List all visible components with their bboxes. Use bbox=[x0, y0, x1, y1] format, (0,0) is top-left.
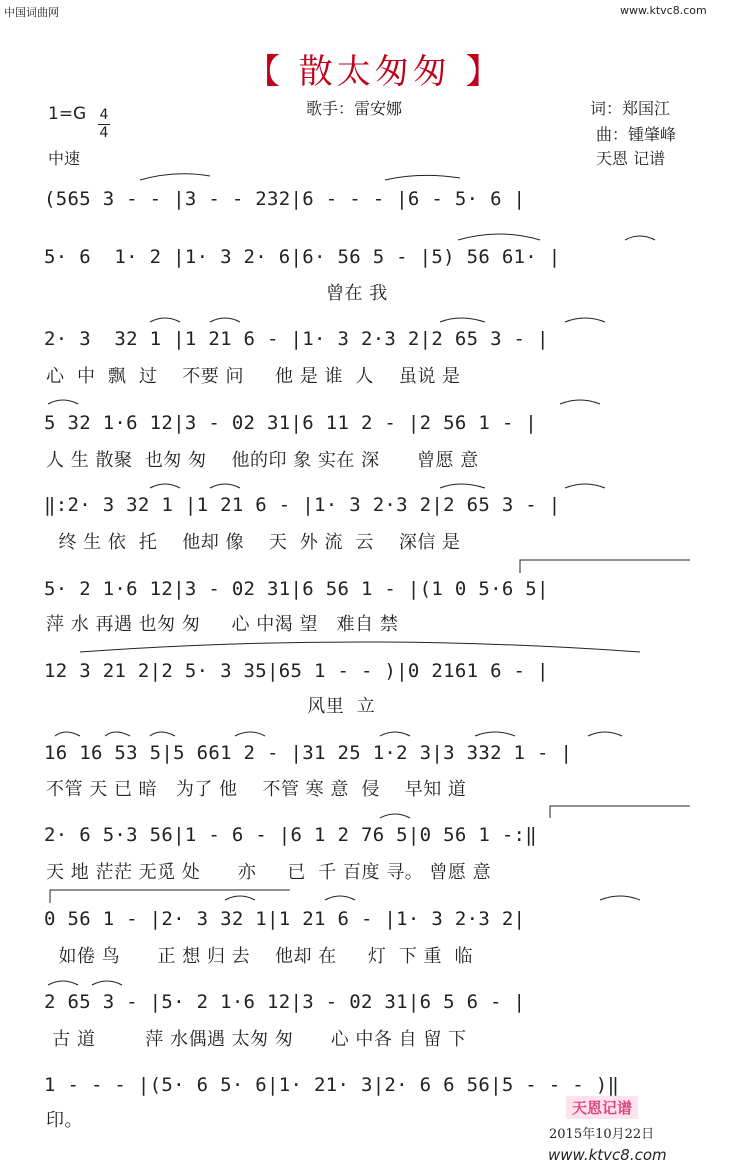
song-title: 【 散太匆匆 】 bbox=[246, 52, 504, 92]
volta-bracket bbox=[50, 890, 290, 903]
score-row-9-notes: 2· 6 5·3 56|1 - 6 - |6 1 2 76 5|0 56 1 -:‖ bbox=[44, 824, 538, 846]
score-row-7-lyrics: 风里 立 bbox=[46, 696, 376, 717]
slur bbox=[48, 981, 78, 985]
watermark-bottom: www.ktvc8.com bbox=[548, 1146, 667, 1164]
slur bbox=[440, 484, 485, 488]
composer-credit: 曲：锺肇峰 bbox=[596, 125, 677, 144]
score-row-5-lyrics: 终 生 依 托 他却 像 天 外 流 云 深信 是 bbox=[46, 532, 461, 553]
slur bbox=[92, 981, 122, 985]
transcriber-credit: 天恩 记谱 bbox=[596, 149, 666, 168]
slur bbox=[625, 236, 655, 240]
singer-credit: 歌手：雷安娜 bbox=[306, 99, 403, 118]
slur bbox=[565, 484, 605, 488]
score-row-1-notes: (565 3 - - |3 - - 232|6 - - - |6 - 5· 6 | bbox=[44, 188, 526, 210]
slur bbox=[150, 732, 175, 736]
watermark-top-left: 中国词曲网 bbox=[4, 6, 59, 19]
score-row-4-lyrics: 人 生 散聚 也匆 匆 他的印 象 实在 深 曾愿 意 bbox=[46, 450, 479, 471]
transcriber-stamp: 天恩记谱 bbox=[566, 1096, 638, 1119]
slur bbox=[458, 234, 540, 240]
slur bbox=[385, 175, 460, 180]
slur bbox=[475, 732, 515, 736]
score-row-5-notes: ‖:2· 3 32 1 |1 21 6 - |1· 3 2·3 2|2 65 3 - | bbox=[44, 494, 561, 516]
key-signature: 1=G bbox=[48, 104, 87, 124]
slur bbox=[225, 896, 255, 900]
watermark-top-right: www.ktvc8.com bbox=[620, 4, 707, 17]
score-row-7-notes: 12 3 21 2|2 5· 3 35|65 1 - - )|0 2161 6 - | bbox=[44, 660, 549, 682]
time-top: 4 bbox=[99, 107, 109, 123]
score-row-9-lyrics: 天 地 茫茫 无觅 处 亦 已 千 百度 寻。 曾愿 意 bbox=[46, 862, 492, 883]
score-row-4-notes: 5 32 1·6 12|3 - 02 31|6 11 2 - |2 56 1 - | bbox=[44, 412, 538, 434]
tempo-marking: 中速 bbox=[48, 149, 81, 168]
slur bbox=[140, 174, 210, 180]
score-row-2-lyrics: 曾在 我 bbox=[46, 283, 388, 304]
time-bottom: 4 bbox=[99, 125, 109, 141]
score-row-10-lyrics: 如倦 鸟 正 想 归 去 他却 在 灯 下 重 临 bbox=[46, 946, 473, 967]
slur bbox=[380, 814, 410, 818]
slur bbox=[55, 732, 80, 736]
slur bbox=[210, 484, 240, 488]
volta-bracket bbox=[520, 560, 690, 573]
slur bbox=[210, 318, 240, 322]
slur bbox=[150, 484, 180, 488]
slur bbox=[600, 896, 640, 900]
slur bbox=[80, 642, 640, 652]
slur bbox=[105, 732, 130, 736]
score-row-11-notes: 2 65 3 - |5· 2 1·6 12|3 - 02 31|6 5 6 - | bbox=[44, 991, 526, 1013]
slur bbox=[440, 318, 485, 322]
slur bbox=[560, 400, 600, 404]
volta-bracket bbox=[550, 806, 690, 818]
slur bbox=[380, 732, 410, 736]
score-row-12-lyrics: 印。 bbox=[46, 1110, 83, 1131]
date: 2015年10月22日 bbox=[549, 1127, 655, 1142]
slur bbox=[150, 318, 180, 322]
slur bbox=[565, 318, 605, 322]
score-row-6-notes: 5· 2 1·6 12|3 - 02 31|6 56 1 - |(1 0 5·6 5| bbox=[44, 578, 549, 600]
score-row-3-notes: 2· 3 32 1 |1 21 6 - |1· 3 2·3 2|2 65 3 - | bbox=[44, 328, 549, 350]
slur bbox=[588, 732, 622, 736]
score-row-8-lyrics: 不管 天 已 暗 为了 他 不管 寒 意 侵 早知 道 bbox=[46, 779, 467, 800]
score-row-2-notes: 5· 6 1· 2 |1· 3 2· 6|6· 56 5 - |5) 56 61· | bbox=[44, 246, 561, 268]
lyricist-credit: 词：郑国江 bbox=[590, 99, 671, 118]
score-row-8-notes: 16 16 53 5|5 661 2 - |31 25 1·2 3|3 332 1 - | bbox=[44, 742, 573, 764]
slur bbox=[325, 896, 355, 900]
slur bbox=[48, 400, 78, 404]
slur bbox=[235, 732, 265, 736]
score-row-3-lyrics: 心 中 飘 过 不要 问 他 是 谁 人 虽说 是 bbox=[46, 366, 461, 387]
score-row-11-lyrics: 古 道 萍 水偶遇 太匆 匆 心 中各 自 留 下 bbox=[46, 1029, 467, 1050]
score-row-6-lyrics: 萍 水 再遇 也匆 匆 心 中渴 望 难自 禁 bbox=[46, 614, 399, 635]
score-row-12-notes: 1 - - - |(5· 6 5· 6|1· 21· 3|2· 6 6 56|5 - - - )‖ bbox=[44, 1074, 620, 1096]
score-row-10-notes: 0 56 1 - |2· 3 32 1|1 21 6 - |1· 3 2·3 2| bbox=[44, 908, 526, 930]
